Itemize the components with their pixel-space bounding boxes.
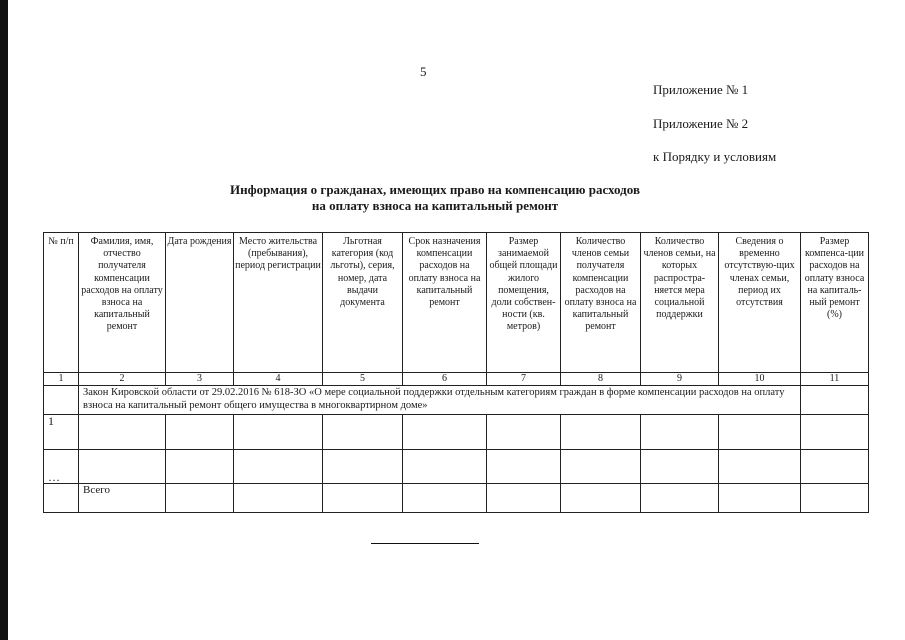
table-cell (801, 484, 869, 513)
end-separator-line (371, 543, 479, 544)
column-number-row (44, 373, 869, 386)
column-number: 6 (403, 373, 487, 386)
table-cell (44, 386, 79, 415)
table-cell (641, 450, 719, 484)
column-number: 10 (719, 373, 801, 386)
title-line-1: Информация о гражданах, имеющих право на компенсацию расходов (230, 182, 640, 197)
table-cell (79, 415, 166, 450)
table-header-row (44, 233, 869, 373)
table-cell (487, 484, 561, 513)
total-row (44, 484, 869, 513)
table-cell (403, 415, 487, 450)
total-label: Всего (79, 484, 166, 513)
table-cell (719, 415, 801, 450)
table-cell (234, 450, 323, 484)
table-cell (403, 450, 487, 484)
header-cell-compensation-size: Размер компенса-ции расходов на оплату взноса на капиталь-ный ремонт (%) (801, 233, 869, 373)
document-title (150, 182, 720, 214)
table-cell (719, 450, 801, 484)
column-number: 5 (323, 373, 403, 386)
header-cell-birth-date: Дата рождения (166, 233, 234, 373)
annex-label-1: Приложение № 1 (653, 82, 749, 97)
annex-label-2: Приложение № 2 (653, 116, 749, 131)
column-number: 3 (166, 373, 234, 386)
table-cell (561, 484, 641, 513)
table-cell (801, 386, 869, 415)
column-number: 2 (79, 373, 166, 386)
table-cell (323, 450, 403, 484)
table-cell (561, 450, 641, 484)
citizens-info-table (43, 232, 869, 513)
table-cell (561, 415, 641, 450)
table-cell (719, 484, 801, 513)
table-cell (403, 484, 487, 513)
header-cell-eligible-family: Количество членов семьи, на которых распростра-няется мера социальной поддержки (641, 233, 719, 373)
row-number: … (44, 450, 79, 484)
table-cell (641, 415, 719, 450)
law-reference-text: Закон Кировской области от 29.02.2016 № 618-ЗО «О мере социальной поддержки отдельным категориям граждан в форме компенсации расходов на оплату взноса на капитальный ремонт общего имущества в многоквартирном доме» (79, 386, 801, 415)
table-cell (487, 415, 561, 450)
table-cell (79, 450, 166, 484)
table-cell (801, 415, 869, 450)
table-cell (641, 484, 719, 513)
header-cell-full-name: Фамилия, имя, отчество получателя компенсации расходов на оплату взноса на капитальный ремонт (79, 233, 166, 373)
header-cell-family-count: Количество членов семьи получателя компенсации расходов на оплату взноса на капитальный ремонт (561, 233, 641, 373)
header-cell-term: Срок назначения компенсации расходов на оплату взноса на капитальный ремонт (403, 233, 487, 373)
header-cell-area: Размер занимаемой общей площади жилого помещения, доли собствен-ности (кв. метров) (487, 233, 561, 373)
table-cell (166, 484, 234, 513)
table-cell (234, 484, 323, 513)
header-cell-benefit-category: Льготная категория (код льготы), серия, номер, дата выдачи документа (323, 233, 403, 373)
table-row (44, 450, 869, 484)
annex-label-3: к Порядку и условиям (653, 149, 777, 164)
column-number: 1 (44, 373, 79, 386)
table-cell (323, 415, 403, 450)
column-number: 11 (801, 373, 869, 386)
column-number: 4 (234, 373, 323, 386)
column-number: 9 (641, 373, 719, 386)
table-cell (487, 450, 561, 484)
header-cell-absent-members: Сведения о временно отсутствую-щих членах семьи, период их отсутствия (719, 233, 801, 373)
law-row (44, 386, 869, 415)
table-cell (801, 450, 869, 484)
column-number: 8 (561, 373, 641, 386)
table-cell (323, 484, 403, 513)
scan-edge-bar (0, 0, 8, 640)
table-cell (44, 484, 79, 513)
header-cell-residence: Место жительства (пребывания), период регистрации (234, 233, 323, 373)
title-line-2: на оплату взноса на капитальный ремонт (311, 198, 559, 213)
page-number: 5 (420, 64, 427, 79)
table-row (44, 415, 869, 450)
column-number: 7 (487, 373, 561, 386)
header-cell-num: № п/п (44, 233, 79, 373)
table-cell (166, 415, 234, 450)
table-cell (166, 450, 234, 484)
table-cell (234, 415, 323, 450)
row-number: 1 (44, 415, 79, 450)
